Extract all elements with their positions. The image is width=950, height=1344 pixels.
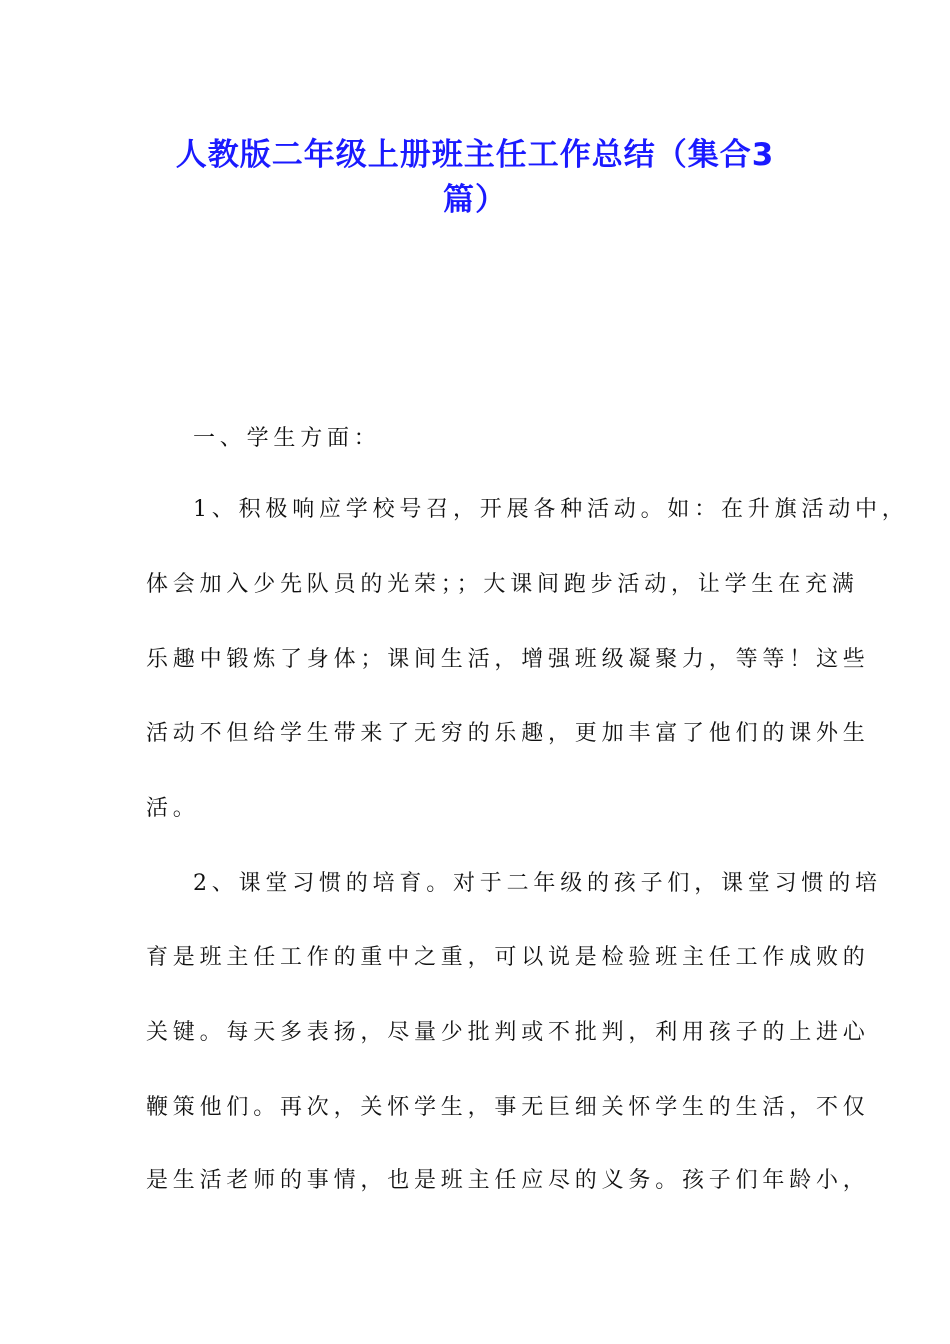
document-title-line-1: 人教版二年级上册班主任工作总结（集合3 xyxy=(175,137,775,173)
paragraph-line: 鞭策他们。再次，关怀学生，事无巨细关怀学生的生活，不仅 xyxy=(146,1095,870,1120)
paragraph-line: 活动不但给学生带来了无穷的乐趣，更加丰富了他们的课外生 xyxy=(146,721,870,746)
paragraph-line: 1、积极响应学校号召，开展各种活动。如：在升旗活动中， xyxy=(193,497,909,522)
paragraph-line: 乐趣中锻炼了身体；课间生活，增强班级凝聚力，等等！这些 xyxy=(146,647,870,672)
paragraph-line: 2、课堂习惯的培育。对于二年级的孩子们，课堂习惯的培 xyxy=(193,871,882,896)
paragraph-line: 体会加入少先队员的光荣；；大课间跑步活动，让学生在充满 xyxy=(146,572,859,597)
document-title-line-2: 篇） xyxy=(443,182,507,218)
paragraph-line: 育是班主任工作的重中之重，可以说是检验班主任工作成败的 xyxy=(146,945,870,970)
paragraph-line: 活。 xyxy=(146,796,200,821)
section-heading: 一、学生方面： xyxy=(193,426,381,451)
paragraph-line: 是生活老师的事情，也是班主任应尽的义务。孩子们年龄小， xyxy=(146,1168,870,1193)
paragraph-line: 关键。每天多表扬，尽量少批判或不批判，利用孩子的上进心 xyxy=(146,1020,870,1045)
